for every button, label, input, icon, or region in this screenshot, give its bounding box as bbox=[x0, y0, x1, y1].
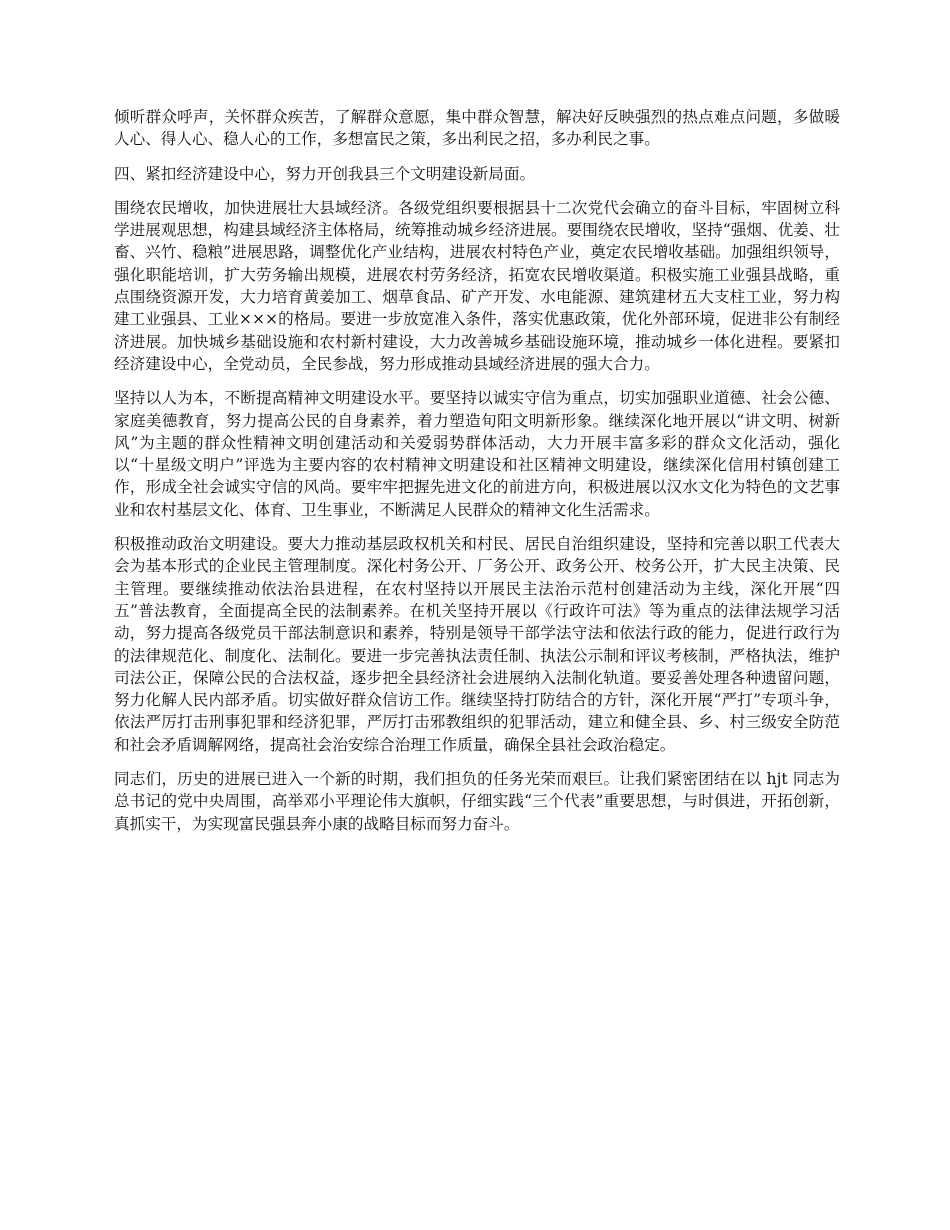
paragraph-1: 倾听群众呼声，关怀群众疾苦，了解群众意愿，集中群众智慧，解决好反映强烈的热点难点问题，多做暖人心、得人心、稳人心的工作，多想富民之策，多出利民之招，多办利民之事。 bbox=[114, 108, 840, 149]
section-heading-four: 四、紧扣经济建设中心，努力开创我县三个文明建设新局面。 bbox=[114, 164, 536, 183]
paragraph-economy: 围绕农民增收，加快进展壮大县域经济。各级党组织要根据县十二次党代会确立的奋斗目标，牢固树立科学进展观思想，构建县域经济主体格局，统筹推动城乡经济进展。要围绕农民增收，坚持“强烟、优姜、壮畜、兴竹、稳粮”进展思路，调整优化产业结构，进展农村特色产业，奠定农民增收基础。加强组织领导，强化职能培训，扩大劳务输出规模，进展农村劳务经济，拓宽农民增收渠道。积极实施工业强县战略，重点围绕资源开发，大力培育黄姜加工、烟草食品、矿产开发、水电能源、建筑建材五大支柱工业，努力构建工业强县、工业×××的格局。要进一步放宽准入条件，落实优惠政策，优化外部环境，促进非公有制经济进展。加快城乡基础设施和农村新村建设，大力改善城乡基础设施环境，推动城乡一体化进程。要紧扣经济建设中心，全党动员，全民参战，努力形成推动县域经济进展的强大合力。 bbox=[114, 198, 840, 373]
paragraph-spiritual-civilization: 坚持以人为本，不断提高精神文明建设水平。要坚持以诚实守信为重点，切实加强职业道德、社会公德、家庭美德教育，努力提高公民的自身素养，着力塑造旬阳文明新形象。继续深化地开展以“讲文明、树新风”为主题的群众性精神文明创建活动和关爱弱势群体活动，大力开展丰富多彩的群众文化活动，强化以“十星级文明户”评选为主要内容的农村精神文明建设和社区精神文明建设，继续深化信用村镇创建工作，形成全社会诚实守信的风尚。要牢牢把握先进文化的前进方向，积极进展以汉水文化为特色的文艺事业和农村基层文化、体育、卫生事业，不断满足人民群众的精神文化生活需求。 bbox=[114, 389, 840, 519]
paragraph-political-civilization: 积极推动政治文明建设。要大力推动基层政权机关和村民、居民自治组织建设，坚持和完善以职工代表大会为基本形式的企业民主管理制度。深化村务公开、厂务公开、政务公开、校务公开，扩大民主决策、民主管理。要继续推动依法治县进程，在农村坚持以开展民主法治示范村创建活动为主线，深化开展“四五”普法教育，全面提高全民的法制素养。在机关坚持开展以《行政许可法》等为重点的法律法规学习活动，努力提高各级党员干部法制意识和素养，特别是领导干部学法守法和依法行政的能力，促进行政行为的法律规范化、制度化、法制化。要进一步完善执法责任制、执法公示制和评议考核制，严格执法，维护司法公正，保障公民的合法权益，逐步把全县经济社会进展纳入法制化轨道。要妥善处理各种遗留问题，努力化解人民内部矛盾。切实做好群众信访工作。继续坚持打防结合的方针，深化开展“严打”专项斗争，依法严厉打击刑事犯罪和经济犯罪，严厉打击邪教组织的犯罪活动，建立和健全县、乡、村三级安全防范和社会矛盾调解网络，提高社会治安综合治理工作质量，确保全县社会政治稳定。 bbox=[114, 535, 840, 754]
document-page bbox=[114, 106, 840, 847]
paragraph-closing: 同志们，历史的进展已进入一个新的时期，我们担负的任务光荣而艰巨。让我们紧密团结在以 hjt 同志为总书记的党中央周围，高举邓小平理论伟大旗帜，仔细实践“三个代表”重要思想，与时俱进，开拓创新，真抓实干，为实现富民强县奔小康的战略目标而努力奋斗。 bbox=[114, 770, 840, 833]
